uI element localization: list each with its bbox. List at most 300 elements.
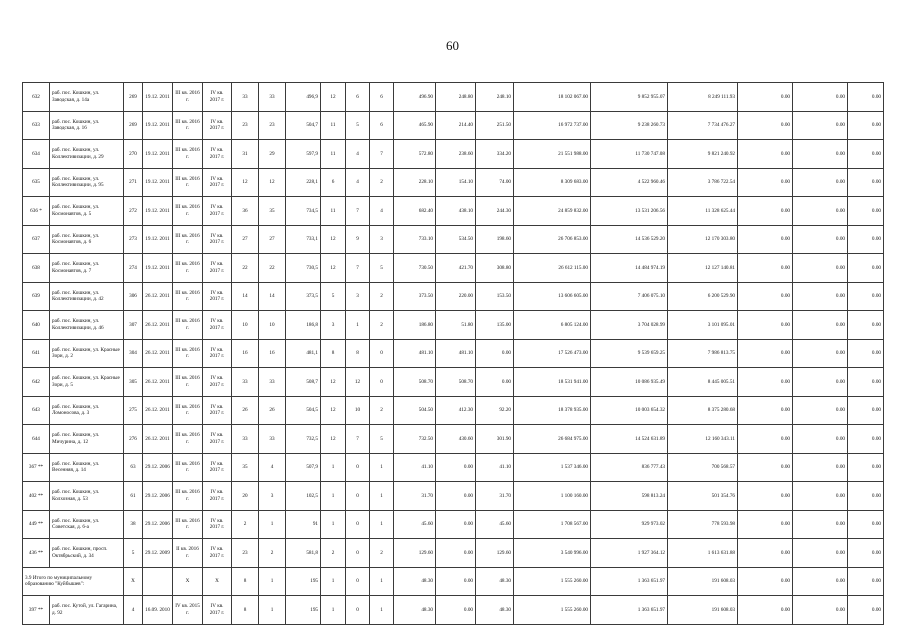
cell-residents-total: 12 [232, 168, 259, 197]
cell-area-relocated: 732.50 [394, 425, 436, 454]
cell-cost-other: 0.00 [793, 282, 848, 311]
cell-doc-number: 305 [124, 368, 143, 397]
cell-cost-extra: 0.00 [848, 482, 884, 511]
cell-area-private: 220.00 [436, 282, 476, 311]
cell-address: раб. пос. Кошкин, ул. Заводская, д. 16 [50, 111, 124, 140]
cell-row-number: 635 [23, 168, 50, 197]
cell-plan-end: IV кв. 2017 г. [203, 197, 232, 226]
cell-rooms-municipal: 2 [370, 539, 394, 568]
cell-address: раб. пос. Кошкин, ул. Коллективизации, д. 42 [50, 282, 124, 311]
cell-cost-local: 0.00 [738, 111, 793, 140]
cell-row-number: 397 ** [23, 596, 50, 625]
cell-cost-other: 0.00 [793, 168, 848, 197]
cell-cost-local: 0.00 [738, 567, 793, 596]
cell-area-private: 430.60 [436, 425, 476, 454]
cell-rooms-total: 12 [321, 396, 346, 425]
cell-residents-relocated: 29 [259, 140, 286, 169]
cell-area-private: 0.00 [436, 539, 476, 568]
cell-residents-total: 14 [232, 282, 259, 311]
cell-cost-budget: 12 127 140.81 [668, 254, 738, 283]
cell-area-total: 732,5 [286, 425, 321, 454]
cell-rooms-private: 0 [346, 539, 370, 568]
cell-plan-start: III кв. 2016 г. [173, 368, 203, 397]
cell-area-relocated: 186.80 [394, 311, 436, 340]
cell-rooms-private: 5 [346, 111, 370, 140]
cell-doc-date: 29.12. 2006 [143, 510, 173, 539]
cell-plan-start: III кв. 2016 г. [173, 197, 203, 226]
cell-cost-fund: 14 536 529.20 [591, 225, 668, 254]
cell-cost-total: 26 706 853.00 [514, 225, 591, 254]
cell-doc-number: X [124, 567, 143, 596]
cell-rooms-municipal: 2 [370, 396, 394, 425]
cell-cost-extra: 0.00 [848, 453, 884, 482]
cell-cost-other: 0.00 [793, 539, 848, 568]
cell-residents-relocated: 3 [259, 482, 286, 511]
cell-cost-extra: 0.00 [848, 567, 884, 596]
cell-cost-budget: 6 200 529.90 [668, 282, 738, 311]
cell-cost-extra: 0.00 [848, 140, 884, 169]
cell-rooms-total: 12 [321, 425, 346, 454]
cell-residents-total: 26 [232, 396, 259, 425]
cell-doc-number: 272 [124, 197, 143, 226]
cell-area-private: 0.00 [436, 596, 476, 625]
cell-cost-total: 26 612 115.00 [514, 254, 591, 283]
table-row [23, 83, 884, 112]
cell-plan-end: IV кв. 2017 г. [203, 83, 232, 112]
cell-plan-end: IV кв. 2017 г. [203, 482, 232, 511]
cell-residents-total: 2 [232, 510, 259, 539]
cell-doc-date: 29.12. 2009 [143, 539, 173, 568]
cell-residents-relocated: 4 [259, 453, 286, 482]
cell-area-municipal: 41.10 [476, 453, 514, 482]
cell-cost-budget: 3 786 722.54 [668, 168, 738, 197]
cell-residents-relocated: 1 [259, 596, 286, 625]
cell-cost-fund: 14 484 974.19 [591, 254, 668, 283]
cell-rooms-municipal: 5 [370, 425, 394, 454]
cell-rooms-total: 11 [321, 111, 346, 140]
table-row [23, 111, 884, 140]
cell-address: раб. пос. Кошкин, ул. Советская, д. 6-а [50, 510, 124, 539]
cell-cost-fund: 13 531 206.56 [591, 197, 668, 226]
cell-doc-number: 304 [124, 339, 143, 368]
cell-rooms-private: 7 [346, 425, 370, 454]
cell-area-relocated: 572.80 [394, 140, 436, 169]
cell-rooms-private: 3 [346, 282, 370, 311]
cell-address: раб. пос. Кошкин, ул. Красные Зори, д. 2 [50, 339, 124, 368]
cell-residents-relocated: 2 [259, 539, 286, 568]
cell-cost-budget: 191 608.03 [668, 567, 738, 596]
cell-doc-date [143, 567, 173, 596]
table-row [23, 311, 884, 340]
cell-cost-local: 0.00 [738, 396, 793, 425]
cell-doc-date: 19.12. 2011 [143, 197, 173, 226]
total-label: 3.9 Итого по муниципальному образованию "Куйбышев": [23, 567, 124, 596]
cell-area-relocated: 496.90 [394, 83, 436, 112]
cell-area-municipal: 0.00 [476, 368, 514, 397]
cell-cost-total: 8 309 683.00 [514, 168, 591, 197]
cell-address: раб. пос. Кошкин, просп. Октябрьский, д. 34 [50, 539, 124, 568]
cell-cost-total: 21 551 988.00 [514, 140, 591, 169]
cell-cost-total: 18 531 941.00 [514, 368, 591, 397]
cell-address: раб. пос. Кошкин, ул. Коллективизации, д. 46 [50, 311, 124, 340]
cell-rooms-municipal: 1 [370, 482, 394, 511]
cell-cost-local: 0.00 [738, 311, 793, 340]
cell-area-private: 238.60 [436, 140, 476, 169]
cell-cost-fund: 10 003 654.32 [591, 396, 668, 425]
cell-residents-relocated: 26 [259, 396, 286, 425]
cell-address: раб. пос. Кошкин, ул. Космонавтов, д. 6 [50, 225, 124, 254]
cell-doc-date: 19.12. 2011 [143, 225, 173, 254]
cell-doc-date: 19.12. 2011 [143, 140, 173, 169]
cell-area-municipal: 92.20 [476, 396, 514, 425]
cell-area-total: 504,7 [286, 111, 321, 140]
cell-rooms-private: 12 [346, 368, 370, 397]
cell-plan-start: III кв. 2016 г. [173, 453, 203, 482]
cell-cost-fund: 9 539 659.25 [591, 339, 668, 368]
cell-rooms-total: 1 [321, 482, 346, 511]
cell-doc-date: 29.12. 2006 [143, 482, 173, 511]
cell-address: раб. пос. Кошкин, ул. Красные Зори, д. 5 [50, 368, 124, 397]
cell-area-private: 0.00 [436, 453, 476, 482]
cell-cost-fund: 9 238 260.73 [591, 111, 668, 140]
cell-rooms-private: 1 [346, 311, 370, 340]
cell-residents-relocated: 27 [259, 225, 286, 254]
cell-plan-end: IV кв. 2017 г. [203, 596, 232, 625]
cell-area-private: 154.10 [436, 168, 476, 197]
cell-rooms-municipal: 0 [370, 368, 394, 397]
cell-doc-number: 270 [124, 140, 143, 169]
cell-plan-start: III кв. 2016 г. [173, 140, 203, 169]
cell-cost-other: 0.00 [793, 83, 848, 112]
table-row [23, 339, 884, 368]
cell-cost-total: 1 100 160.00 [514, 482, 591, 511]
cell-area-municipal: 244.30 [476, 197, 514, 226]
cell-area-municipal: 48.30 [476, 567, 514, 596]
cell-area-private: 534.50 [436, 225, 476, 254]
cell-address: раб. пос. Кошкин, ул. Ломоносова, д. 3 [50, 396, 124, 425]
cell-plan-start: IV кв. 2015 г. [173, 596, 203, 625]
cell-area-municipal: 74.00 [476, 168, 514, 197]
cell-rooms-total: 6 [321, 168, 346, 197]
cell-doc-number: 4 [124, 596, 143, 625]
cell-rooms-total: 12 [321, 225, 346, 254]
cell-cost-total: 3 540 996.00 [514, 539, 591, 568]
cell-cost-other: 0.00 [793, 311, 848, 340]
cell-doc-date: 19.12. 2011 [143, 168, 173, 197]
cell-address: раб. пос. Кошкин, ул. Колхозная, д. 53 [50, 482, 124, 511]
cell-cost-total: 13 606 605.00 [514, 282, 591, 311]
table-row [23, 254, 884, 283]
cell-plan-end: IV кв. 2017 г. [203, 225, 232, 254]
cell-address: раб. пос. Кошкин, ул. Коллективизации, д. 29 [50, 140, 124, 169]
cell-doc-number: 5 [124, 539, 143, 568]
cell-doc-number: 38 [124, 510, 143, 539]
cell-rooms-private: 0 [346, 482, 370, 511]
cell-cost-fund: 598 813.24 [591, 482, 668, 511]
cell-cost-local: 0.00 [738, 482, 793, 511]
cell-area-municipal: 248.10 [476, 83, 514, 112]
cell-cost-budget: 191 608.03 [668, 596, 738, 625]
table-row [23, 140, 884, 169]
cell-cost-local: 0.00 [738, 83, 793, 112]
cell-doc-date: 19.12. 2011 [143, 83, 173, 112]
cell-area-relocated: 481.10 [394, 339, 436, 368]
cell-plan-end: IV кв. 2017 г. [203, 282, 232, 311]
cell-cost-total: 17 526 473.00 [514, 339, 591, 368]
cell-rooms-municipal: 6 [370, 83, 394, 112]
cell-area-private: 51.80 [436, 311, 476, 340]
cell-rooms-total: 5 [321, 282, 346, 311]
cell-cost-other: 0.00 [793, 111, 848, 140]
cell-area-private: 0.00 [436, 567, 476, 596]
cell-area-relocated: 373.50 [394, 282, 436, 311]
cell-area-municipal: 301.90 [476, 425, 514, 454]
cell-row-number: 367 ** [23, 453, 50, 482]
cell-row-number: 636 * [23, 197, 50, 226]
cell-rooms-municipal: 3 [370, 225, 394, 254]
cell-area-private: 421.70 [436, 254, 476, 283]
cell-residents-relocated: 23 [259, 111, 286, 140]
cell-residents-total: 20 [232, 482, 259, 511]
cell-area-total: 507,9 [286, 453, 321, 482]
cell-rooms-private: 0 [346, 567, 370, 596]
cell-plan-start: III кв. 2016 г. [173, 482, 203, 511]
cell-area-total: 734,5 [286, 197, 321, 226]
cell-rooms-total: 1 [321, 453, 346, 482]
cell-row-number: 637 [23, 225, 50, 254]
cell-rooms-private: 4 [346, 140, 370, 169]
cell-cost-extra: 0.00 [848, 596, 884, 625]
cell-cost-fund: 11 730 747.08 [591, 140, 668, 169]
cell-area-total: 228,1 [286, 168, 321, 197]
cell-area-relocated: 733.10 [394, 225, 436, 254]
cell-plan-start: III кв. 2016 г. [173, 111, 203, 140]
cell-residents-relocated: 1 [259, 567, 286, 596]
cell-area-total: 496,9 [286, 83, 321, 112]
cell-cost-other: 0.00 [793, 339, 848, 368]
cell-plan-end: IV кв. 2017 г. [203, 425, 232, 454]
cell-cost-budget: 778 593.98 [668, 510, 738, 539]
cell-cost-total: 24 859 832.00 [514, 197, 591, 226]
cell-row-number: 642 [23, 368, 50, 397]
cell-cost-budget: 9 821 240.92 [668, 140, 738, 169]
table-row [23, 425, 884, 454]
cell-residents-total: 10 [232, 311, 259, 340]
cell-cost-other: 0.00 [793, 396, 848, 425]
cell-row-number: 633 [23, 111, 50, 140]
table-row [23, 596, 884, 625]
cell-rooms-total: 12 [321, 368, 346, 397]
cell-area-total: 481,1 [286, 339, 321, 368]
cell-cost-local: 0.00 [738, 368, 793, 397]
cell-cost-local: 0.00 [738, 168, 793, 197]
cell-cost-local: 0.00 [738, 453, 793, 482]
cell-doc-number: 269 [124, 83, 143, 112]
cell-area-municipal: 198.60 [476, 225, 514, 254]
cell-doc-date: 26.12. 2011 [143, 282, 173, 311]
cell-area-private: 248.80 [436, 83, 476, 112]
cell-rooms-private: 4 [346, 168, 370, 197]
cell-residents-total: 16 [232, 339, 259, 368]
cell-cost-other: 0.00 [793, 197, 848, 226]
cell-area-total: 508,7 [286, 368, 321, 397]
cell-cost-extra: 0.00 [848, 83, 884, 112]
cell-doc-number: 273 [124, 225, 143, 254]
cell-plan-start: II кв. 2016 г. [173, 539, 203, 568]
cell-cost-total: 6 805 124.00 [514, 311, 591, 340]
cell-area-relocated: 31.70 [394, 482, 436, 511]
cell-address: раб. пос. Кутой, ул. Гагарина, д. 92 [50, 596, 124, 625]
table-row [23, 197, 884, 226]
cell-cost-fund: 1 363 651.97 [591, 596, 668, 625]
cell-rooms-total: 12 [321, 254, 346, 283]
cell-doc-number: 61 [124, 482, 143, 511]
cell-rooms-private: 7 [346, 197, 370, 226]
cell-residents-relocated: 33 [259, 368, 286, 397]
cell-plan-start: III кв. 2016 г. [173, 311, 203, 340]
cell-cost-extra: 0.00 [848, 539, 884, 568]
cell-rooms-private: 7 [346, 254, 370, 283]
cell-plan-start: III кв. 2016 г. [173, 339, 203, 368]
cell-plan-end: IV кв. 2017 г. [203, 168, 232, 197]
cell-residents-total: 23 [232, 111, 259, 140]
cell-doc-date: 16.09. 2010 [143, 596, 173, 625]
cell-row-number: 644 [23, 425, 50, 454]
cell-residents-relocated: 33 [259, 83, 286, 112]
cell-doc-number: 307 [124, 311, 143, 340]
cell-cost-extra: 0.00 [848, 111, 884, 140]
cell-cost-budget: 12 170 303.80 [668, 225, 738, 254]
table-row [23, 510, 884, 539]
cell-rooms-municipal: 1 [370, 596, 394, 625]
cell-cost-extra: 0.00 [848, 254, 884, 283]
cell-rooms-total: 1 [321, 510, 346, 539]
cell-residents-total: 8 [232, 596, 259, 625]
cell-plan-end: IV кв. 2017 г. [203, 453, 232, 482]
table-row [23, 453, 884, 482]
cell-doc-number: 275 [124, 396, 143, 425]
cell-area-relocated: 730.50 [394, 254, 436, 283]
cell-cost-total: 26 684 975.00 [514, 425, 591, 454]
cell-plan-end: IV кв. 2017 г. [203, 140, 232, 169]
cell-doc-date: 26.12. 2011 [143, 311, 173, 340]
cell-cost-local: 0.00 [738, 225, 793, 254]
cell-rooms-private: 10 [346, 396, 370, 425]
cell-rooms-municipal: 1 [370, 453, 394, 482]
cell-plan-start: III кв. 2016 г. [173, 225, 203, 254]
cell-cost-other: 0.00 [793, 567, 848, 596]
cell-residents-relocated: 16 [259, 339, 286, 368]
cell-cost-local: 0.00 [738, 282, 793, 311]
cell-area-relocated: 45.60 [394, 510, 436, 539]
cell-cost-budget: 700 568.57 [668, 453, 738, 482]
table-row [23, 282, 884, 311]
cell-residents-relocated: 12 [259, 168, 286, 197]
cell-cost-extra: 0.00 [848, 510, 884, 539]
cell-cost-other: 0.00 [793, 254, 848, 283]
cell-plan-end: X [203, 567, 232, 596]
cell-cost-local: 0.00 [738, 140, 793, 169]
cell-row-number: 643 [23, 396, 50, 425]
cell-area-total: 504,5 [286, 396, 321, 425]
cell-area-total: 195 [286, 567, 321, 596]
cell-cost-budget: 8 445 005.51 [668, 368, 738, 397]
cell-doc-date: 26.12. 2011 [143, 339, 173, 368]
cell-row-number: 640 [23, 311, 50, 340]
cell-area-total: 186,8 [286, 311, 321, 340]
cell-area-municipal: 251.50 [476, 111, 514, 140]
cell-area-relocated: 682.40 [394, 197, 436, 226]
cell-row-number: 449 ** [23, 510, 50, 539]
cell-cost-fund: 14 524 631.89 [591, 425, 668, 454]
cell-cost-fund: 836 777.43 [591, 453, 668, 482]
cell-cost-budget: 8 375 280.68 [668, 396, 738, 425]
cell-rooms-private: 0 [346, 453, 370, 482]
cell-plan-end: IV кв. 2017 г. [203, 311, 232, 340]
cell-area-municipal: 153.50 [476, 282, 514, 311]
cell-doc-number: 274 [124, 254, 143, 283]
cell-plan-start: III кв. 2016 г. [173, 282, 203, 311]
cell-cost-total: 1 537 346.00 [514, 453, 591, 482]
cell-doc-number: 306 [124, 282, 143, 311]
cell-doc-date: 19.12. 2011 [143, 111, 173, 140]
table-row [23, 396, 884, 425]
cell-plan-end: IV кв. 2017 г. [203, 254, 232, 283]
table-body [23, 83, 884, 625]
cell-cost-fund: 7 406 075.10 [591, 282, 668, 311]
cell-rooms-private: 8 [346, 339, 370, 368]
cell-cost-budget: 8 249 111.93 [668, 83, 738, 112]
cell-row-number: 641 [23, 339, 50, 368]
cell-rooms-total: 1 [321, 567, 346, 596]
cell-cost-budget: 11 328 625.44 [668, 197, 738, 226]
cell-rooms-private: 0 [346, 510, 370, 539]
cell-rooms-private: 9 [346, 225, 370, 254]
cell-doc-date: 29.12. 2006 [143, 453, 173, 482]
table-row [23, 539, 884, 568]
cell-address: раб. пос. Кошкин, ул. Весенняя, д. 14 [50, 453, 124, 482]
cell-residents-relocated: 10 [259, 311, 286, 340]
cell-plan-start: III кв. 2016 г. [173, 510, 203, 539]
cell-cost-total: 16 972 737.00 [514, 111, 591, 140]
cell-residents-total: 27 [232, 225, 259, 254]
cell-cost-extra: 0.00 [848, 339, 884, 368]
cell-doc-date: 26.12. 2011 [143, 396, 173, 425]
cell-area-relocated: 48.30 [394, 567, 436, 596]
cell-residents-relocated: 35 [259, 197, 286, 226]
cell-area-total: 195 [286, 596, 321, 625]
cell-rooms-municipal: 4 [370, 197, 394, 226]
cell-cost-local: 0.00 [738, 339, 793, 368]
cell-rooms-municipal: 5 [370, 254, 394, 283]
cell-cost-total: 1 708 567.00 [514, 510, 591, 539]
cell-cost-local: 0.00 [738, 197, 793, 226]
cell-cost-fund: 10 086 935.49 [591, 368, 668, 397]
cell-residents-total: 35 [232, 453, 259, 482]
cell-plan-start: X [173, 567, 203, 596]
cell-cost-budget: 501 354.76 [668, 482, 738, 511]
cell-area-total: 730,5 [286, 254, 321, 283]
cell-rooms-total: 11 [321, 140, 346, 169]
cell-rooms-municipal: 6 [370, 111, 394, 140]
cell-cost-extra: 0.00 [848, 168, 884, 197]
cell-rooms-municipal: 0 [370, 339, 394, 368]
cell-plan-end: IV кв. 2017 г. [203, 339, 232, 368]
cell-area-municipal: 334.20 [476, 140, 514, 169]
cell-area-private: 481.10 [436, 339, 476, 368]
cell-area-total: 581,8 [286, 539, 321, 568]
cell-cost-extra: 0.00 [848, 225, 884, 254]
